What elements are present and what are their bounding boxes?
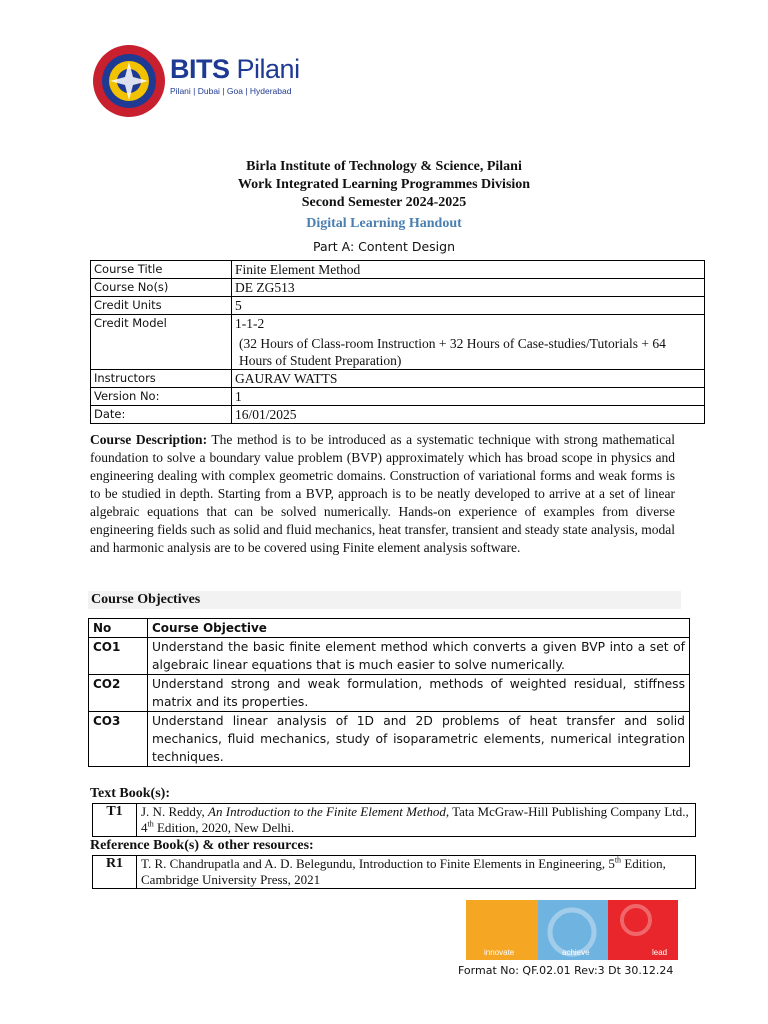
- version-value: 1: [232, 388, 705, 406]
- brand-bold: BITS: [170, 54, 230, 84]
- institute-name: Birla Institute of Technology & Science, Pilani: [246, 159, 522, 174]
- text-books-table: [92, 803, 696, 837]
- table-row: [91, 315, 705, 370]
- credit-model-value: 1-1-2: [235, 316, 265, 331]
- instructors-value: GAURAV WATTS: [232, 370, 705, 388]
- reference-book-edition: Edition, Cambridge University Press, 2021: [141, 856, 666, 887]
- credit-units-value: 5: [232, 297, 705, 315]
- description-text: The method is to be introduced as a systematic technique with strong mathematical foundation to solve a boundary value problem (BVP) approximately which has broad scope in physics and engineering dealing with complex geometric domains. Construction of variational forms and weak forms is to be studied in depth. Starting from a BVP, approach is to be neatly developed to arrive at a set of linear algebraic equations that can be solved numerically. Hands-on experience of examples from diverse engineering fields such as solid and fluid mechanics, heat transfer, transient and steady state analysis, modal and harmonic analysis are to be covered using Finite element analysis software.: [90, 432, 676, 555]
- col-no-header: No: [89, 619, 148, 638]
- format-number: Format No: QF.02.01 Rev:3 Dt 30.12.24: [458, 964, 674, 977]
- course-description: [90, 431, 675, 557]
- text-book-author: J. N. Reddy,: [141, 804, 209, 819]
- course-title-value: Finite Element Method: [232, 261, 705, 279]
- instructors-label: Instructors: [91, 370, 232, 388]
- semester: Second Semester 2024-2025: [301, 195, 467, 210]
- banner-innovate: innovate: [484, 948, 515, 957]
- course-no-value: DE ZG513: [232, 279, 705, 297]
- objective-text: Understand linear analysis of 1D and 2D problems of heat transfer and solid mechanics, fluid mechanics, study of isoparametric elements, numerical integration techniques.: [148, 712, 690, 767]
- reference-books-table: [92, 855, 696, 889]
- description-label: Course Description:: [90, 432, 208, 447]
- innovate-achieve-lead-banner: [466, 900, 678, 960]
- col-objective-header: Course Objective: [148, 619, 690, 638]
- course-info-table: [90, 260, 705, 424]
- handout-title: Digital Learning Handout: [306, 216, 462, 231]
- reference-book-id: R1: [93, 856, 137, 889]
- table-row: [91, 279, 705, 297]
- date-label: Date:: [91, 406, 232, 424]
- part-title: Part A: Content Design: [312, 239, 455, 254]
- table-row: [89, 675, 690, 712]
- text-book-id: T1: [93, 804, 137, 837]
- objectives-table: [88, 618, 690, 767]
- banner-achieve: achieve: [562, 948, 590, 957]
- table-header-row: [89, 619, 690, 638]
- text-books-heading: Text Book(s):: [90, 786, 170, 801]
- text-book-entry: [137, 804, 696, 837]
- table-row: [93, 856, 696, 889]
- table-row: [89, 712, 690, 767]
- text-book-sup: th: [147, 819, 154, 829]
- table-row: [91, 388, 705, 406]
- brand-light: Pilani: [236, 54, 300, 84]
- version-label: Version No:: [91, 388, 232, 406]
- objective-no: CO2: [89, 675, 148, 712]
- table-row: [93, 804, 696, 837]
- credit-model-label: Credit Model: [91, 315, 232, 370]
- date-value: 16/01/2025: [232, 406, 705, 424]
- credit-model-detail: (32 Hours of Class-room Instruction + 32 Hours of Case-studies/Tutorials + 64 Hours of Student Preparation): [239, 336, 666, 368]
- text-book-edition: Edition, 2020, New Delhi.: [153, 820, 295, 835]
- reference-book-text: T. R. Chandrupatla and A. D. Belegundu, Introduction to Finite Elements in Engineering, 5: [141, 856, 615, 871]
- reference-book-sup: th: [614, 855, 622, 865]
- objective-text: Understand the basic finite element method which converts a given BVP into a set of algebraic linear equations that is much easier to solve numerically.: [148, 638, 690, 675]
- objective-no: CO1: [89, 638, 148, 675]
- table-row: [91, 406, 705, 424]
- bits-seal-icon: [92, 44, 166, 118]
- objectives-heading: Course Objectives: [88, 591, 681, 609]
- objective-no: CO3: [89, 712, 148, 767]
- reference-book-entry: [137, 856, 696, 889]
- credit-units-label: Credit Units: [91, 297, 232, 315]
- bits-logo: [92, 44, 352, 120]
- reference-books-heading: Reference Book(s) & other resources:: [90, 838, 314, 853]
- text-book-publisher: , Tata McGraw-Hill Publishing Company Ltd., 4: [141, 804, 689, 835]
- banner-lead: lead: [652, 948, 668, 957]
- credit-model-cell: [232, 315, 705, 370]
- table-row: [91, 297, 705, 315]
- objective-text: Understand strong and weak formulation, methods of weighted residual, stiffness matrix and its properties.: [148, 675, 690, 712]
- division-name: Work Integrated Learning Programmes Division: [237, 177, 531, 192]
- table-row: [91, 261, 705, 279]
- campuses: Pilani | Dubai | Goa | Hyderabad: [170, 86, 292, 96]
- course-title-label: Course Title: [91, 261, 232, 279]
- table-row: [89, 638, 690, 675]
- course-no-label: Course No(s): [91, 279, 232, 297]
- text-book-title: An Introduction to the Finite Element Method: [208, 804, 446, 819]
- table-row: [91, 370, 705, 388]
